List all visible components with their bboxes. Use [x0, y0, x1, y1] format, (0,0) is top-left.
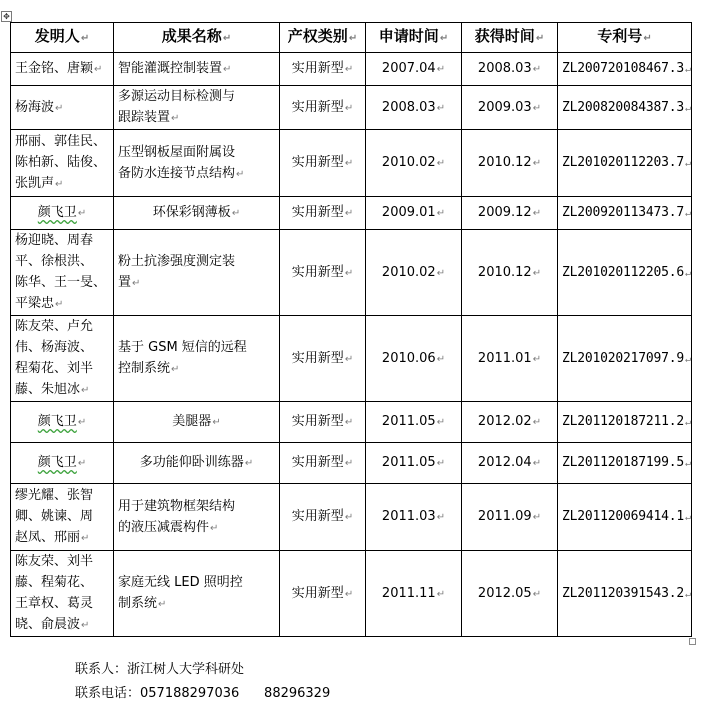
apply-date-cell: 2010.02↵: [366, 230, 462, 316]
inventor-cell-line: 藤、程菊花、: [15, 575, 94, 590]
inventor-cell-line: 赵凤、邢丽: [15, 530, 81, 545]
achievement-cell-line: 跟踪装置: [118, 110, 171, 125]
ip-type-cell: 实用新型↵: [280, 316, 366, 402]
header-ip-type: 产权类别↵: [280, 23, 366, 53]
inventor-cell-line: 邢丽、郭佳民、: [15, 134, 107, 149]
inventor-cell: 陈友荣、刘半 藤、程菊花、 王章权、葛灵 晓、俞晨波↵: [11, 551, 114, 637]
inventor-cell: 王金铭、唐颖↵: [11, 53, 114, 86]
ip-type-cell: 实用新型↵: [280, 551, 366, 637]
achievement-cell-line: 智能灌溉控制装置: [118, 61, 223, 76]
header-inventor: 发明人↵: [11, 23, 114, 53]
ip-type-cell: 实用新型↵: [280, 86, 366, 130]
inventor-cell: 颜飞卫↵: [11, 443, 114, 484]
inventor-cell: 缪光耀、张智 卿、姚谏、周 赵凤、邢丽↵: [11, 484, 114, 551]
inventor-cell-line: 缪光耀、张智: [15, 488, 94, 503]
inventor-cell: 颜飞卫↵: [11, 197, 114, 230]
patent-no-cell: ZL200920113473.7↵: [558, 197, 692, 230]
achievement-cell-line: 环保彩钢薄板: [152, 205, 231, 220]
achievement-cell: 家庭无线 LED 照明控 制系统↵: [114, 551, 280, 637]
grant-date-cell: 2010.12↵: [462, 230, 558, 316]
contact-phone: 联系电话：057188297036 88296329: [75, 686, 331, 701]
patent-no-cell: ZL201120391543.2↵: [558, 551, 692, 637]
inventor-cell-line: 伟、杨海波、: [15, 340, 94, 355]
ip-type-cell: 实用新型↵: [280, 443, 366, 484]
table-row: [11, 86, 692, 130]
table-row: [11, 443, 692, 484]
patent-no-cell: ZL201020112205.6↵: [558, 230, 692, 316]
header-patent-no: 专利号↵: [558, 23, 692, 53]
achievement-cell-line: 压型钢板屋面附属设: [118, 144, 236, 160]
header-apply-date: 申请时间↵: [366, 23, 462, 53]
inventor-cell: 杨海波↵: [11, 86, 114, 130]
table-row: [11, 53, 692, 86]
header-grant-date: 获得时间↵: [462, 23, 558, 53]
achievement-cell: 环保彩钢薄板↵: [114, 197, 280, 230]
grant-date-cell: 2012.04↵: [462, 443, 558, 484]
inventor-cell-line: 程菊花、刘半: [15, 361, 94, 376]
table-header-row: [11, 23, 692, 53]
inventor-cell-line: 陈华、王一旻、: [15, 275, 107, 290]
apply-date-cell: 2007.04↵: [366, 53, 462, 86]
grant-date-cell: 2011.01↵: [462, 316, 558, 402]
header-achievement: 成果名称↵: [114, 23, 280, 53]
inventor-cell: 邢丽、郭佳民、 陈柏新、陆俊、 张凯声↵: [11, 130, 114, 197]
patent-no-cell: ZL201120069414.1↵: [558, 484, 692, 551]
table-row: [11, 484, 692, 551]
achievement-cell-line: 美腿器: [172, 414, 212, 429]
achievement-cell-line: 多功能仰卧训练器: [139, 455, 244, 470]
achievement-cell: 用于建筑物框架结构 的液压减震构件↵: [114, 484, 280, 551]
grant-date-cell: 2010.12↵: [462, 130, 558, 197]
inventor-cell-line: 张凯声: [15, 176, 55, 191]
achievement-cell-line: 制系统: [118, 596, 158, 611]
achievement-cell: 压型钢板屋面附属设 备防水连接节点结构↵: [114, 130, 280, 197]
inventor-cell-line: 藤、朱旭冰: [15, 382, 81, 397]
inventor-cell-line: 陈友荣、卢允: [15, 319, 94, 334]
grant-date-cell: 2012.05↵: [462, 551, 558, 637]
inventor-cell: 杨迎晓、周春 平、徐根洪、 陈华、王一旻、 平梁忠↵: [11, 230, 114, 316]
inventor-cell-line: 杨海波: [15, 99, 55, 115]
grant-date-cell: 2012.02↵: [462, 402, 558, 443]
table-row: [11, 316, 692, 402]
table-resize-handle-icon[interactable]: [689, 638, 696, 645]
achievement-cell-line: 用于建筑物框架结构: [118, 498, 236, 514]
achievement-cell: 多源运动目标检测与 跟踪装置↵: [114, 86, 280, 130]
inventor-cell-line: 王金铭、唐颖: [15, 61, 94, 76]
achievement-cell: 智能灌溉控制装置↵: [114, 53, 280, 86]
table-row: [11, 130, 692, 197]
grant-date-cell: 2009.12↵: [462, 197, 558, 230]
apply-date-cell: 2010.06↵: [366, 316, 462, 402]
grant-date-cell: 2009.03↵: [462, 86, 558, 130]
ip-type-cell: 实用新型↵: [280, 230, 366, 316]
inventor-cell-line: 颜飞卫: [37, 205, 77, 220]
achievement-cell-line: 控制系统: [118, 361, 171, 376]
patent-no-cell: ZL201120187211.2↵: [558, 402, 692, 443]
apply-date-cell: 2010.02↵: [366, 130, 462, 197]
patent-no-cell: ZL201020217097.9↵: [558, 316, 692, 402]
table-row: [11, 551, 692, 637]
apply-date-cell: 2011.05↵: [366, 402, 462, 443]
inventor-cell-line: 王章权、葛灵: [15, 596, 94, 611]
inventor-cell-line: 平、徐根洪、: [15, 254, 94, 269]
achievement-cell-line: 粉土抗渗强度测定装: [118, 254, 236, 269]
inventor-cell-line: 陈友荣、刘半: [15, 554, 94, 569]
inventor-cell-line: 颜飞卫: [37, 414, 77, 429]
table-move-handle-icon[interactable]: ✥: [1, 11, 12, 22]
achievement-cell: 多功能仰卧训练器↵: [114, 443, 280, 484]
patent-table: [10, 22, 692, 637]
patent-no-cell: ZL201120187199.5↵: [558, 443, 692, 484]
grant-date-cell: 2011.09↵: [462, 484, 558, 551]
ip-type-cell: 实用新型↵: [280, 484, 366, 551]
table-row: [11, 402, 692, 443]
inventor-cell: 颜飞卫↵: [11, 402, 114, 443]
table-row: [11, 230, 692, 316]
contact-person: 联系人：浙江树人大学科研处: [75, 662, 245, 677]
achievement-cell-line: 基于 GSM 短信的远程: [118, 340, 247, 355]
patent-no-cell: ZL200720108467.3↵: [558, 53, 692, 86]
inventor-cell-line: 卿、姚谏、周: [15, 509, 94, 524]
inventor-cell-line: 陈柏新、陆俊、: [15, 155, 107, 170]
apply-date-cell: 2011.03↵: [366, 484, 462, 551]
achievement-cell-line: 家庭无线 LED 照明控: [118, 575, 243, 590]
grant-date-cell: 2008.03↵: [462, 53, 558, 86]
achievement-cell-line: 备防水连接节点结构: [118, 165, 236, 181]
inventor-cell-line: 晓、俞晨波: [15, 617, 81, 632]
ip-type-cell: 实用新型↵: [280, 53, 366, 86]
inventor-cell-line: 平梁忠: [15, 296, 55, 311]
inventor-cell-line: 杨迎晓、周春: [15, 233, 94, 248]
ip-type-cell: 实用新型↵: [280, 402, 366, 443]
achievement-cell: 基于 GSM 短信的远程 控制系统↵: [114, 316, 280, 402]
table-row: [11, 197, 692, 230]
ip-type-cell: 实用新型↵: [280, 197, 366, 230]
apply-date-cell: 2011.11↵: [366, 551, 462, 637]
achievement-cell-line: 的液压减震构件: [118, 519, 210, 535]
patent-no-cell: ZL200820084387.3↵: [558, 86, 692, 130]
achievement-cell: 粉土抗渗强度测定装 置↵: [114, 230, 280, 316]
inventor-cell-line: 颜飞卫: [37, 455, 77, 470]
apply-date-cell: 2009.01↵: [366, 197, 462, 230]
achievement-cell-line: 置: [118, 275, 132, 290]
achievement-cell-line: 多源运动目标检测与: [118, 89, 236, 104]
apply-date-cell: 2011.05↵: [366, 443, 462, 484]
inventor-cell: 陈友荣、卢允 伟、杨海波、 程菊花、刘半 藤、朱旭冰↵: [11, 316, 114, 402]
ip-type-cell: 实用新型↵: [280, 130, 366, 197]
patent-no-cell: ZL201020112203.7↵: [558, 130, 692, 197]
apply-date-cell: 2008.03↵: [366, 86, 462, 130]
achievement-cell: 美腿器↵: [114, 402, 280, 443]
